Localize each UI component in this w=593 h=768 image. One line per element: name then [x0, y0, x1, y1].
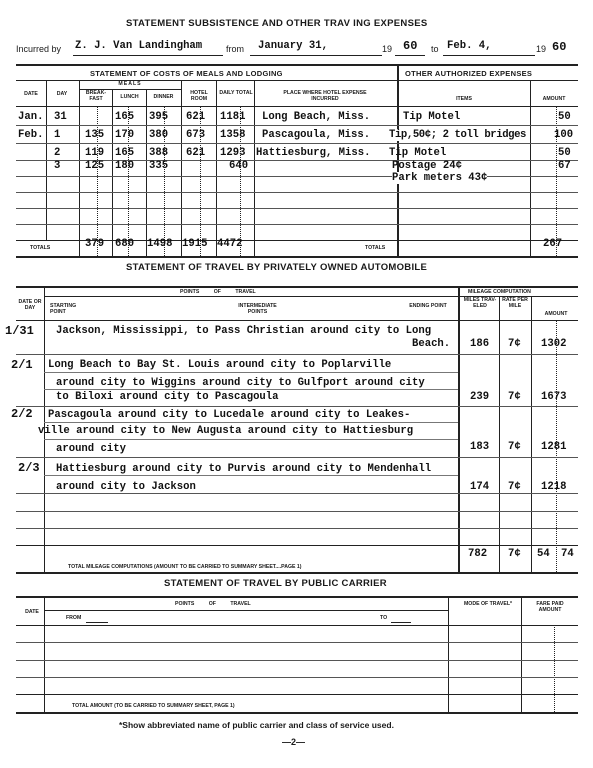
col-starting-point: STARTING POINT: [50, 303, 77, 315]
carrier-col-date: DATE: [25, 609, 39, 615]
trip-rate: 7¢: [508, 481, 521, 493]
meals-section-title: STATEMENT OF COSTS OF MEALS AND LODGING: [90, 69, 283, 78]
col-dinner-header: DINNER: [153, 94, 174, 100]
col-miles-traveled: MILES TRAV-ELED: [463, 297, 497, 309]
meal-row-breakfast: 135: [85, 129, 105, 141]
trip-miles: 186: [470, 338, 490, 350]
footer-note: *Show abbreviated name of public carrier and class of service used.: [119, 720, 394, 730]
meal-row-breakfast: 119: [85, 147, 105, 159]
other-expenses-title: OTHER AUTHORIZED EXPENSES: [405, 69, 533, 78]
col-day-header: DAY: [56, 91, 68, 97]
col-breakfast-header: BREAK-FAST: [85, 90, 107, 102]
trip-rate: 7¢: [508, 391, 521, 403]
incurred-by-value: Z. J. Van Landingham: [75, 40, 203, 52]
meal-row-hotel: 673: [186, 129, 206, 141]
trip-miles: 239: [470, 391, 490, 403]
col-auto-amount: AMOUNT: [544, 311, 568, 317]
total-auto-dollars: 54: [537, 548, 550, 560]
meal-row-daily: 1358: [220, 129, 246, 141]
meal-row-lunch: 165: [115, 111, 135, 123]
expense-item: Tip,50¢; 2 toll bridges: [389, 129, 527, 141]
meal-row-lunch: 180: [115, 160, 135, 172]
col-date-or-day: DATE OR DAY: [18, 299, 42, 311]
carrier-section-title: STATEMENT OF TRAVEL BY PUBLIC CARRIER: [164, 578, 387, 589]
expense-item-extra: Park meters 43¢: [392, 172, 488, 184]
total-mileage-label: TOTAL MILEAGE COMPUTATIONS (AMOUNT TO BE CARRIED TO SUMMARY SHEET....PAGE 1): [68, 564, 302, 570]
col-ending-point: ENDING POINT: [409, 303, 447, 309]
expense-amount: 100: [554, 129, 574, 141]
meal-row-day: 2: [54, 147, 61, 159]
carrier-to-label: TO: [380, 615, 388, 621]
meal-row-dinner: 380: [149, 129, 169, 141]
meal-row-date: Jan.: [18, 111, 44, 123]
expense-item: Postage 24¢: [392, 160, 462, 172]
expense-amount: 50: [558, 111, 571, 123]
page-number: —2—: [282, 737, 306, 747]
auto-points-label: POINTS OF TRAVEL: [180, 289, 256, 295]
total-daily: 4472: [217, 238, 243, 250]
meal-row-daily: 640: [229, 160, 249, 172]
mileage-computation-label: MILEAGE COMPUTATION: [468, 289, 531, 295]
totals-label-right: TOTALS: [365, 245, 386, 251]
col-date-header: DATE: [24, 91, 38, 97]
meal-row-place: Hattiesburg, Miss.: [256, 147, 371, 159]
meal-row-hotel: 621: [186, 111, 206, 123]
total-breakfast: 379: [85, 238, 105, 250]
meal-row-daily: 1181: [220, 111, 246, 123]
col-intermediate-points: INTERMEDIATE POINTS: [238, 303, 277, 315]
trip-date: 2/3: [18, 461, 40, 475]
auto-section-title: STATEMENT OF TRAVEL BY PRIVATELY OWNED AUTOMOBILE: [126, 262, 428, 273]
col-meals-header: MEALS: [118, 81, 142, 87]
year-prefix-1: 19: [382, 44, 393, 54]
trip-route-text: Beach.: [412, 338, 451, 350]
meal-row-day: 31: [54, 111, 67, 123]
to-label: to: [431, 44, 439, 54]
trip-route-text: Pascagoula around city to Lucedale around city to Leakes-: [48, 409, 411, 421]
col-items-header: ITEMS: [456, 96, 472, 102]
total-rate: 7¢: [508, 548, 521, 560]
meal-row-place: Pascagoula, Miss.: [262, 129, 371, 141]
meal-row-dinner: 388: [149, 147, 169, 159]
trip-route-text: around city to Jackson: [56, 481, 196, 493]
meal-row-place: Long Beach, Miss.: [262, 111, 371, 123]
trip-route-text: Hattiesburg around city to Purvis around city to Mendenhall: [56, 463, 432, 475]
meal-row-dinner: 395: [149, 111, 169, 123]
from-date: January 31,: [258, 40, 328, 52]
meal-row-day: 3: [54, 160, 61, 172]
expense-amount: 50: [558, 147, 571, 159]
trip-miles: 174: [470, 481, 490, 493]
trip-route-text: around city to Wiggins around city to Gulfport around city: [56, 377, 425, 389]
carrier-from-label: FROM: [66, 615, 82, 621]
trip-date: 2/2: [11, 407, 33, 421]
trip-amount: 1302: [541, 338, 567, 350]
trip-date: 1/31: [5, 324, 34, 338]
total-hotel: 1915: [182, 238, 208, 250]
to-year: 60: [552, 40, 567, 54]
carrier-points-label: POINTS OF TRAVEL: [175, 601, 251, 607]
trip-amount: 1218: [541, 481, 567, 493]
trip-route-text: around city: [56, 443, 126, 455]
trip-date: 2/1: [11, 358, 33, 372]
from-year: 60: [403, 39, 418, 53]
to-date: Feb. 4,: [447, 40, 492, 52]
trip-rate: 7¢: [508, 338, 521, 350]
trip-amount: 1281: [541, 441, 567, 453]
totals-label: TOTALS: [30, 245, 51, 251]
trip-miles: 183: [470, 441, 490, 453]
meal-row-day: 1: [54, 129, 61, 141]
carrier-col-mode: MODE OF TRAVEL*: [463, 601, 513, 607]
from-label: from: [226, 44, 244, 54]
year-prefix-2: 19: [536, 44, 547, 54]
col-place-header: PLACE WHERE HOTEL EXPENSE INCURRED: [283, 90, 367, 102]
expense-item: Tip Motel: [389, 147, 447, 159]
col-lunch-header: LUNCH: [120, 94, 139, 100]
trip-amount: 1673: [541, 391, 567, 403]
meal-row-breakfast: 125: [85, 160, 105, 172]
col-amount-header: AMOUNT: [542, 96, 566, 102]
trip-route-text: ville around city to New Augusta around city to Hattiesburg: [38, 425, 414, 437]
col-hotel-header: HOTEL ROOM: [190, 90, 208, 102]
incurred-by-label: Incurred by: [16, 44, 62, 54]
expense-amount: 67: [558, 160, 571, 172]
trip-rate: 7¢: [508, 441, 521, 453]
trip-route-text: to Biloxi around city to Pascagoula: [56, 391, 279, 403]
total-miles: 782: [468, 548, 488, 560]
carrier-col-fare: FARE PAID AMOUNT: [536, 601, 564, 613]
meal-row-hotel: 621: [186, 147, 206, 159]
total-dinner: 1498: [147, 238, 173, 250]
total-auto-cents: 74: [561, 548, 574, 560]
meal-row-daily: 1293: [220, 147, 246, 159]
meal-row-lunch: 170: [115, 129, 135, 141]
total-lunch: 680: [115, 238, 135, 250]
carrier-total-label: TOTAL AMOUNT (TO BE CARRIED TO SUMMARY SHEET, PAGE 1): [72, 703, 235, 709]
form-title: STATEMENT SUBSISTENCE AND OTHER TRAV ING EXPENSES: [126, 18, 428, 29]
meal-row-lunch: 165: [115, 147, 135, 159]
trip-route-text: Long Beach to Bay St. Louis around city to Poplarville: [48, 359, 392, 371]
meal-row-date: Feb.: [18, 129, 44, 141]
trip-route-text: Jackson, Mississippi, to Pass Christian around city to Long: [56, 325, 432, 337]
expense-item: Tip Motel: [403, 111, 461, 123]
col-rate-per-mile: RATE PER MILE: [502, 297, 528, 309]
col-daily-header: DAILY TOTAL: [219, 90, 253, 96]
total-other-amount: 267: [543, 238, 563, 250]
meal-row-dinner: 335: [149, 160, 169, 172]
